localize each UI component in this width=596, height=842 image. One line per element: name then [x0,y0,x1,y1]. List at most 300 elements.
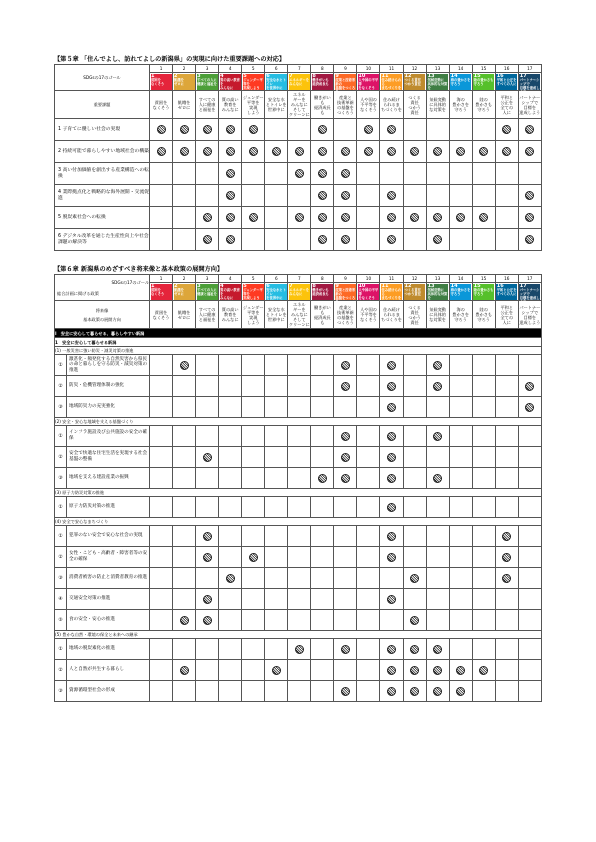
goal-cell [242,355,265,376]
relevance-mark-icon [433,382,442,391]
goal-cell [426,163,449,185]
goal-number: 1 [150,65,173,73]
relevance-mark-icon [318,147,327,156]
goal-cell [403,447,426,468]
goal-cell [334,589,357,610]
issue-row [55,207,542,229]
goal-icon-cell [242,73,265,91]
goal-cell [311,229,334,251]
sdg-goal-10-icon: 10 人や国の不平等 をなくそう [358,283,379,300]
goal-cell [242,426,265,447]
goal-cell [426,397,449,418]
relevance-mark-icon [180,666,189,675]
goal-number: 10 [357,65,380,73]
relevance-mark-icon [387,503,396,512]
goal-cell [472,397,495,418]
goal-cell [334,447,357,468]
sdg-goal-5-icon: 5 ジェンダー平等を 実現しよう [243,73,263,90]
goal-cell [449,639,472,660]
goal-name: すべての 人に健康 と福祉を [196,91,219,119]
goal-cell [426,426,449,447]
goal-cell [426,681,449,702]
goal-cell [288,526,311,547]
goal-cell [334,547,357,568]
goal-cell [334,141,357,163]
goal-cell [265,660,288,681]
goal-cell [311,141,334,163]
goal-cell [219,376,242,397]
goal-cell [357,355,380,376]
goal-cell [265,207,288,229]
goal-cell [426,185,449,207]
goal-cell [495,447,518,468]
goal-cell [426,376,449,397]
goal-cell [173,639,196,660]
goal-name: 産業と 技術革新 の基盤を つくろう [334,301,357,329]
policy-item-label: インフラ施設及び公共施設の安全の確保 [67,426,150,447]
relevance-mark-icon [387,432,396,441]
goal-cell [357,681,380,702]
goal-cell [449,610,472,631]
goal-cell [426,660,449,681]
goal-cell [357,229,380,251]
relevance-mark-icon [502,574,511,583]
policy-group-row [55,489,542,497]
goal-icon-cell [265,283,288,301]
relevance-mark-icon [203,235,212,244]
relevance-mark-icon [433,235,442,244]
relevance-mark-icon [387,403,396,412]
goal-icon-cell [150,73,173,91]
goal-cell [472,376,495,397]
relevance-mark-icon [318,213,327,222]
goal-name: 飢餓を ゼロに [173,301,196,329]
goal-cell [150,426,173,447]
relevance-mark-icon [318,474,327,483]
relevance-mark-icon [410,666,419,675]
goal-cell [150,397,173,418]
section-5-table [54,64,542,251]
policy-item-row [55,681,542,702]
goal-cell [288,639,311,660]
goal-cell [380,119,403,141]
goal-cell [219,589,242,610]
goal-cell [196,229,219,251]
relevance-mark-icon [525,125,534,134]
goal-cell [265,141,288,163]
goal-cell [495,660,518,681]
goal-name: 平和と 公正を 全ての 人に [495,301,518,329]
goal-name: 海の 豊かさを 守ろう [449,91,472,119]
relevance-mark-icon [226,213,235,222]
goal-number: 6 [265,65,288,73]
goal-cell [449,397,472,418]
goal-cell [403,119,426,141]
goal-cell [219,397,242,418]
policy-item-number: ⑤ [55,610,67,631]
goal-cell [219,355,242,376]
relevance-mark-icon [180,147,189,156]
goal-number: 5 [242,275,265,283]
sdg-goal-16-icon: 16 平和と公正を すべての人に [496,284,517,300]
goal-cell [311,610,334,631]
goal-cell [288,207,311,229]
goal-cell [288,468,311,489]
goal-cell [265,497,288,518]
issue-label: 5 脱炭素社会への転換 [55,207,150,229]
goal-cell [311,397,334,418]
relevance-mark-icon [410,645,419,654]
relevance-mark-icon [456,147,465,156]
relevance-mark-icon [525,213,534,222]
sdg-goal-8-icon: 8 働きがいも 経済成長も [312,74,333,90]
sdg-goal-7-icon: 7 エネルギーを みんなに [289,74,310,90]
goal-name: 人や国の 不平等を なくそう [357,301,380,329]
goal-name: つくる 責任 つかう 責任 [403,301,426,329]
goal-cell [518,468,541,489]
goal-cell [518,610,541,631]
goal-number: 12 [403,65,426,73]
relevance-mark-icon [180,125,189,134]
goal-cell [334,639,357,660]
goal-cell [196,355,219,376]
goal-cell [173,526,196,547]
goal-cell [334,229,357,251]
relevance-mark-icon [387,382,396,391]
goal-number: 10 [357,275,380,283]
relevance-mark-icon [433,687,442,696]
goal-cell [219,526,242,547]
relevance-mark-icon [318,235,327,244]
sdg-goal-12-icon: 12 つくる責任 つかう責任 [404,74,425,90]
goal-cell [380,547,403,568]
goal-cell [311,547,334,568]
goal-cell [449,568,472,589]
goal-cell [311,355,334,376]
policy-item-number: ② [55,447,67,468]
goal-cell [334,185,357,207]
goal-name: 安全な水 とトイレを 世界中に [265,301,288,329]
goal-cell [403,468,426,489]
goal-cell [472,229,495,251]
relevance-mark-icon [272,147,281,156]
relevance-mark-icon [479,147,488,156]
policy-item-row [55,610,542,631]
relevance-mark-icon [249,147,258,156]
goal-cell [380,681,403,702]
goal-cell [495,119,518,141]
goal-name-row [55,301,542,329]
goal-cell [219,660,242,681]
goal-name: 質の高い 教育を みんなに [219,91,242,119]
goal-cell [357,497,380,518]
relevance-mark-icon [479,666,488,675]
policy-heading [55,338,542,347]
policy-item-row [55,468,542,489]
goal-cell [449,355,472,376]
goal-cell [334,355,357,376]
goal-cell [173,610,196,631]
relevance-mark-icon [502,532,511,541]
sdg-goal-9-icon: 9 産業と技術革新の 基盤をつくろう [335,283,356,304]
policy-item-row [55,447,542,468]
goal-cell [219,497,242,518]
policy-group-label: (1) 一般災害に強い防災・減災対策の推進 [55,347,542,355]
relevance-mark-icon [410,213,419,222]
goal-number: 7 [288,65,311,73]
goal-name: 働きがい も 経済成長 も [311,301,334,329]
goal-cell [357,568,380,589]
relevance-mark-icon [364,147,373,156]
goal-cell [334,397,357,418]
goal-cell [311,426,334,447]
goal-cell [380,447,403,468]
goal-cell [219,426,242,447]
relevance-mark-icon [433,432,442,441]
goal-cell [380,639,403,660]
goal-cell [357,610,380,631]
goal-cell [380,589,403,610]
goal-cell [265,526,288,547]
goal-number: 4 [219,275,242,283]
goal-cell [403,376,426,397]
goal-cell [495,426,518,447]
goal-cell [403,568,426,589]
goal-name: 貧困を なくそう [150,301,173,329]
goal-cell [265,376,288,397]
goals-caption-text: SDGsの17のゴール [111,279,150,285]
issue-row [55,185,542,207]
relevance-mark-icon [180,616,189,625]
sdg-goal-10-icon: 10 人や国の不平等 をなくそう [358,73,379,90]
goal-cell [265,426,288,447]
sdg-goal-5-icon: 5 ジェンダー平等を 実現しよう [243,283,263,300]
goal-cell [150,526,173,547]
relevance-mark-icon [525,382,534,391]
policy-item-label: 資源循環型社会の形成 [67,681,150,702]
goal-cell [357,163,380,185]
goal-cell [518,119,541,141]
goal-name: 安全な水 とトイレを 世界中に [265,91,288,119]
goal-cell [518,568,541,589]
relevance-mark-icon [249,213,258,222]
policy-item-number: ② [55,376,67,397]
goal-icon-cell [242,283,265,301]
goal-number: 8 [311,275,334,283]
relevance-mark-icon [433,213,442,222]
relevance-mark-icon [341,453,350,462]
goal-cell [449,468,472,489]
goal-name: 陸の 豊かさも 守ろう [472,91,495,119]
goal-icon-cell [311,73,334,91]
goal-cell [495,610,518,631]
goal-name: 海の 豊かさを 守ろう [449,301,472,329]
goal-icon-cell [219,73,242,91]
goal-cell [495,141,518,163]
goal-cell [242,681,265,702]
goal-cell [150,589,173,610]
goal-cell [472,185,495,207]
sdg-goal-13-icon: 13 気候変動に 具体的な対策を [427,73,448,90]
goal-number: 9 [334,275,357,283]
relevance-mark-icon [318,125,327,134]
goal-icon-cell [334,283,357,304]
goal-cell [242,526,265,547]
goal-cell [518,497,541,518]
policy-item-number: ② [55,660,67,681]
goal-cell [219,639,242,660]
policy-item-number: ③ [55,568,67,589]
goal-cell [288,497,311,518]
policy-item-number: ① [55,355,67,376]
goal-cell [449,660,472,681]
goal-cell [472,497,495,518]
goal-cell [357,526,380,547]
relevance-mark-icon [341,191,350,200]
sdg-goal-11-icon: 11 住み続けられる まちづくりを [381,73,402,90]
goal-cell [518,681,541,702]
goal-cell [518,447,541,468]
relevance-mark-icon [387,361,396,370]
goal-cell [403,526,426,547]
issue-label: 2 持続可能で暮らしやすい地域社会の構築 [55,141,150,163]
policy-group-label: (5) 豊かな自然・環境の保全と未来への継承 [55,631,542,639]
goal-cell [403,229,426,251]
goal-cell [288,610,311,631]
goal-cell [288,185,311,207]
goal-icon-cell [472,73,495,91]
goal-cell [173,468,196,489]
goal-cell [150,497,173,518]
goal-cell [150,185,173,207]
goal-number-row [55,275,542,283]
policy-group-row [55,518,542,526]
relevance-mark-icon [341,169,350,178]
goal-cell [472,207,495,229]
goal-cell [495,526,518,547]
goal-cell [265,185,288,207]
goal-cell [472,163,495,185]
goal-cell [242,589,265,610]
issue-row [55,119,542,141]
goal-cell [357,376,380,397]
goal-cell [265,568,288,589]
goal-number: 9 [334,65,357,73]
goal-name: 働きがい も 経済成長 も [311,91,334,119]
relevance-mark-icon [249,553,258,562]
goal-cell [173,589,196,610]
issue-label: 1 子育てに優しい社会の実現 [55,119,150,141]
goal-cell [380,526,403,547]
policy-item-label: 犯罪のない安全で安心な社会の実現 [67,526,150,547]
goal-cell [403,681,426,702]
relevance-mark-icon [295,169,304,178]
goal-number: 7 [288,275,311,283]
sdg-goal-4-icon: 4 質の高い教育を みんなに [220,73,240,90]
goal-cell [219,547,242,568]
goal-cell [288,229,311,251]
policy-item-number: ① [55,639,67,660]
goal-cell [403,660,426,681]
goal-cell [311,681,334,702]
goal-cell [311,376,334,397]
goal-cell [518,589,541,610]
goal-cell [472,468,495,489]
policy-label: 基本政策の展開方向 [83,316,121,322]
goal-cell [426,589,449,610]
sdg-goal-17-icon: 17 パートナーシップで 目標を達成しよう [519,283,540,304]
relevance-mark-icon [387,213,396,222]
goal-cell [242,397,265,418]
goal-cell [173,426,196,447]
goal-name: 貧困を なくそう [150,91,173,119]
goal-name: 気候変動 に具体的 な対策を [426,301,449,329]
goal-number: 13 [426,65,449,73]
goal-cell [265,119,288,141]
goal-cell [518,207,541,229]
relevance-mark-icon [157,147,166,156]
goal-cell [311,468,334,489]
goal-cell [311,589,334,610]
goal-cell [403,547,426,568]
section-6-title: 【第６章 新潟県のめざすべき将来像と基本政策の展開方向】 [54,266,224,273]
relevance-mark-icon [203,595,212,604]
goal-icon-cell [150,283,173,301]
sdg-goal-3-icon: 3 すべての人に 健康と福祉を [197,284,218,300]
goal-cell [495,681,518,702]
goals-caption: SDGsの17のゴール [55,65,150,91]
goal-cell [518,397,541,418]
goal-cell [495,207,518,229]
relevance-mark-icon [341,235,350,244]
section-6-table [54,274,542,702]
policy-item-row [55,376,542,397]
goal-cell [219,141,242,163]
goal-cell [219,185,242,207]
relevance-mark-icon [226,574,235,583]
goal-cell [334,119,357,141]
policy-item-row [55,397,542,418]
goal-cell [380,163,403,185]
goal-cell [357,639,380,660]
goal-cell [242,207,265,229]
goal-cell [196,497,219,518]
relevance-mark-icon [502,147,511,156]
sdg-goal-1-icon: 1 貧困を なくそう [151,74,172,90]
relevance-mark-icon [295,213,304,222]
goal-cell [219,681,242,702]
goal-cell [311,526,334,547]
goal-number: 8 [311,65,334,73]
goal-cell [219,447,242,468]
goal-cell [288,376,311,397]
relevance-mark-icon [410,147,419,156]
goal-cell [196,547,219,568]
goal-number: 16 [495,65,518,73]
goal-cell [288,426,311,447]
goal-name: 産業と 技術革新 の基盤を つくろう [334,91,357,119]
relevance-mark-icon [203,453,212,462]
goal-cell [334,568,357,589]
policy-item-row [55,497,542,518]
goal-cell [518,185,541,207]
policy-item-label: 人と自然が共生する暮らし [67,660,150,681]
future-label: 将来像 [95,307,109,313]
goal-cell [403,610,426,631]
sdg-goal-3-icon: 3 すべての人に 健康と福祉を [197,74,218,90]
relevance-mark-icon [226,147,235,156]
goal-cell [173,207,196,229]
